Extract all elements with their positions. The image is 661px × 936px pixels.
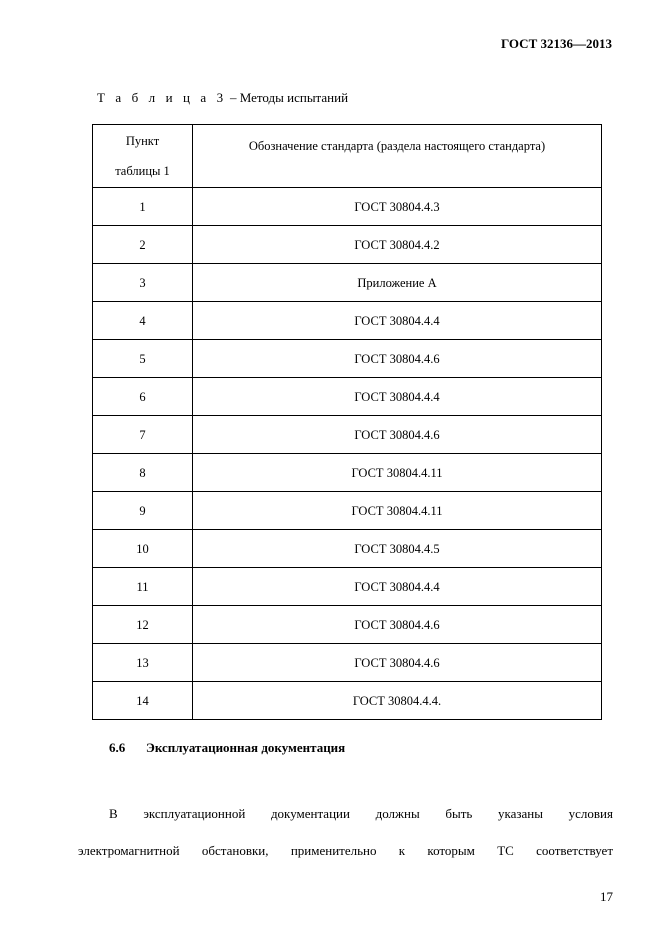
table-row — [93, 416, 602, 454]
table-caption-title: Методы испытаний — [239, 90, 349, 105]
cell-item-number: 7 — [93, 416, 193, 454]
cell-standard: ГОСТ 30804.4.4 — [193, 568, 602, 606]
cell-item-number: 9 — [93, 492, 193, 530]
cell-item-number: 8 — [93, 454, 193, 492]
cell-standard: ГОСТ 30804.4.2 — [193, 226, 602, 264]
table-row — [93, 188, 602, 226]
section-number: 6.6 — [109, 740, 126, 755]
cell-item-number: 5 — [93, 340, 193, 378]
table-caption-dash: – — [230, 90, 237, 105]
cell-item-number: 6 — [93, 378, 193, 416]
cell-item-number: 2 — [93, 226, 193, 264]
table-row — [93, 454, 602, 492]
cell-standard: ГОСТ 30804.4.6 — [193, 606, 602, 644]
table-row — [93, 644, 602, 682]
table-caption — [97, 90, 348, 106]
table-row — [93, 606, 602, 644]
table-caption-label: Т а б л и ц а 3 — [97, 90, 227, 105]
section-title: Эксплуатационная документация — [146, 740, 346, 755]
table-body — [93, 188, 602, 720]
col-header-standard-text: Обозначение стандарта (раздела настоящего стандарта) — [248, 139, 546, 153]
table-row — [93, 302, 602, 340]
table-row — [93, 492, 602, 530]
table-row — [93, 682, 602, 720]
cell-item-number: 12 — [93, 606, 193, 644]
cell-standard: ГОСТ 30804.4.4. — [193, 682, 602, 720]
cell-standard: ГОСТ 30804.4.11 — [193, 492, 602, 530]
cell-standard: ГОСТ 30804.4.3 — [193, 188, 602, 226]
cell-item-number: 3 — [93, 264, 193, 302]
col-header-item-line2: таблицы 1 — [115, 164, 170, 178]
body-paragraph-line-2: электромагнитной обстановки, применительно к которым ТС соответствует — [78, 843, 613, 858]
cell-item-number: 1 — [93, 188, 193, 226]
section-heading — [109, 740, 345, 756]
table-row — [93, 340, 602, 378]
cell-item-number: 4 — [93, 302, 193, 340]
table-row — [93, 226, 602, 264]
cell-item-number: 13 — [93, 644, 193, 682]
document-code-header: ГОСТ 32136—2013 — [500, 36, 612, 51]
cell-standard: ГОСТ 30804.4.6 — [193, 644, 602, 682]
table-row — [93, 568, 602, 606]
table-row — [93, 264, 602, 302]
table-row — [93, 530, 602, 568]
table-header-row — [93, 125, 602, 188]
cell-item-number: 14 — [93, 682, 193, 720]
col-header-standard — [193, 125, 602, 188]
cell-standard: ГОСТ 30804.4.4 — [193, 302, 602, 340]
cell-standard: ГОСТ 30804.4.5 — [193, 530, 602, 568]
page-number: 17 — [600, 889, 613, 904]
col-header-item — [93, 125, 193, 188]
cell-standard: ГОСТ 30804.4.6 — [193, 416, 602, 454]
cell-item-number: 11 — [93, 568, 193, 606]
cell-item-number: 10 — [93, 530, 193, 568]
body-paragraph-line-1: В эксплуатационной документации должны быть указаны условия — [109, 806, 613, 821]
test-methods-table — [92, 124, 602, 720]
cell-standard: Приложение А — [193, 264, 602, 302]
col-header-item-line1: Пункт — [125, 134, 160, 148]
cell-standard: ГОСТ 30804.4.4 — [193, 378, 602, 416]
table-row — [93, 378, 602, 416]
cell-standard: ГОСТ 30804.4.11 — [193, 454, 602, 492]
cell-standard: ГОСТ 30804.4.6 — [193, 340, 602, 378]
